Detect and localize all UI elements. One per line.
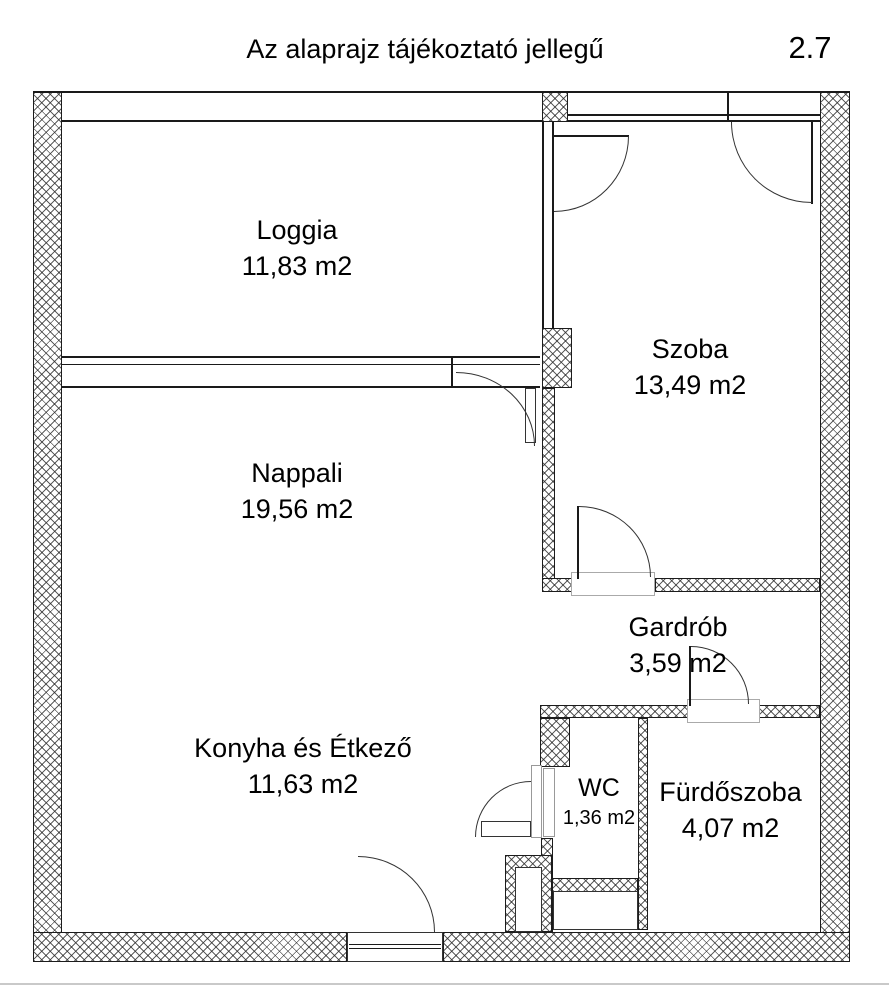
page-bottom-rule [0, 983, 889, 985]
bottom-window-glass-line-1 [349, 944, 441, 945]
room-name: Loggia [256, 215, 338, 245]
wall-wc-corner [540, 718, 570, 767]
loggia-window-band-mid [62, 364, 540, 365]
wall-wc-bottom [552, 878, 638, 892]
wc-door-frame-outer [531, 765, 542, 838]
szoba-window-mullion [727, 92, 729, 122]
loggia-szoba-glazed-wall [542, 122, 554, 328]
loggia-window-band-top [62, 356, 540, 358]
room-label-loggia [177, 213, 417, 284]
room-area: 11,83 m2 [241, 250, 353, 281]
room-name: Gardrób [628, 612, 728, 642]
room-name: WC [578, 774, 620, 802]
loggia-parapet-inner-line [62, 120, 542, 122]
wall-outer-bottom-right [443, 932, 850, 962]
wall-outer-bottom-left [33, 932, 347, 962]
shaft-below-wc [553, 891, 638, 930]
room-label-gardrob [558, 610, 798, 681]
kitchen-door-arc [358, 856, 435, 932]
plan-number: 2.7 [788, 30, 832, 65]
room-label-furdoszoba [628, 775, 833, 846]
room-area: 13,49 m2 [633, 369, 747, 400]
wall-szoba-bottom-left-seg [542, 578, 573, 592]
room-label-szoba [570, 332, 810, 403]
wall-szoba-left [542, 388, 555, 592]
room-area: 4,07 m2 [681, 812, 780, 843]
loggia-window-band-mullion [451, 356, 453, 388]
pillar-top [542, 92, 568, 122]
nappali-door-arc [456, 372, 535, 446]
duct-niche [515, 867, 542, 932]
szoba-right-door-arc [731, 122, 812, 203]
szoba-hall-door-arc [579, 506, 651, 577]
room-label-konyha [143, 731, 463, 802]
room-area: 1,36 m2 [562, 807, 636, 829]
room-name: Fürdőszoba [659, 777, 802, 807]
room-label-nappali [177, 456, 417, 527]
pillar-mid [542, 328, 572, 388]
wall-wet-top-right-seg [758, 705, 820, 718]
room-area: 3,59 m2 [629, 647, 727, 678]
wall-wet-top-left-seg [540, 705, 688, 718]
room-name: Konyha és Étkező [194, 733, 412, 763]
bottom-window [347, 932, 443, 962]
room-name: Nappali [251, 458, 343, 488]
bottom-window-glass-line-2 [349, 948, 441, 949]
wall-szoba-bottom-right-seg [655, 578, 820, 592]
szoba-loggia-door-arc [554, 136, 629, 212]
room-name: Szoba [651, 334, 729, 364]
szoba-window-line-1 [568, 114, 820, 116]
wall-outer-left [33, 92, 62, 962]
wc-door-arc [475, 781, 531, 837]
room-area: 19,56 m2 [240, 493, 354, 524]
page-title: Az alaprajz tájékoztató jellegű [246, 34, 604, 64]
room-area: 11,63 m2 [247, 768, 359, 799]
